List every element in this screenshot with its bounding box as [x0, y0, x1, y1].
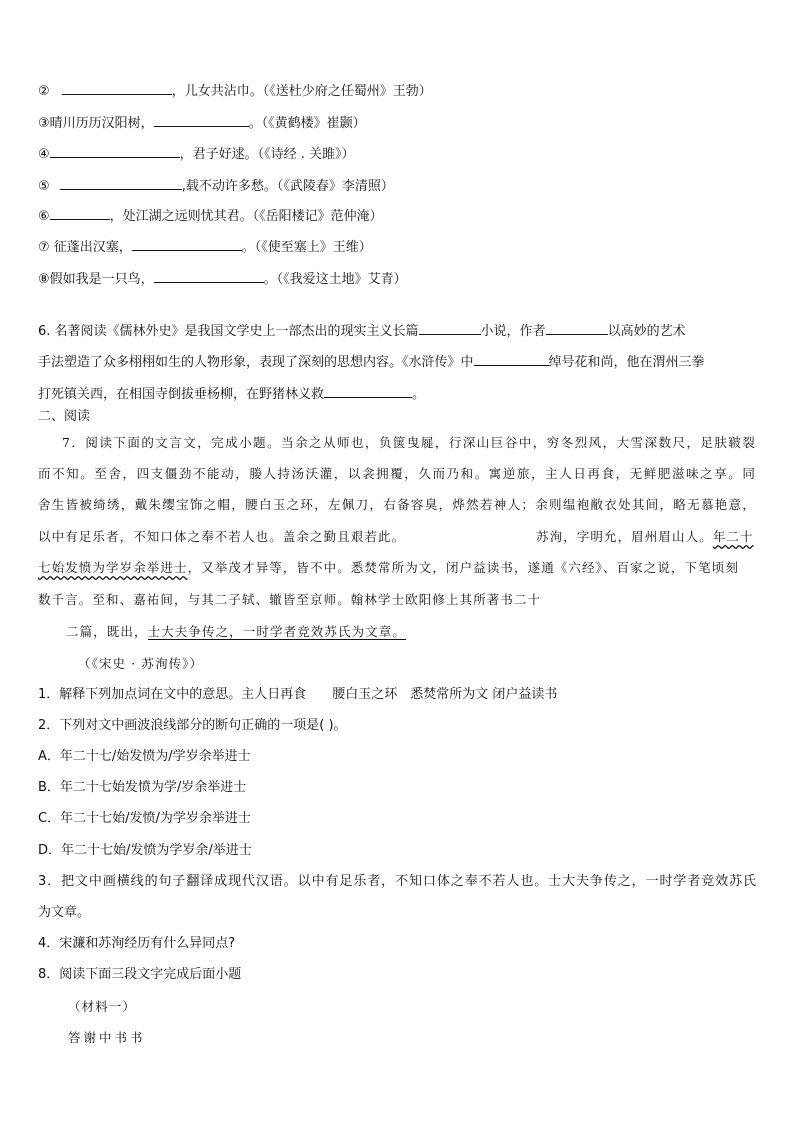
poem-source: 。（《使至塞上》王维） — [241, 240, 372, 255]
poem-number: ⑥ — [38, 209, 50, 224]
answer-blank[interactable] — [419, 321, 481, 335]
question-8: 8．阅读下面三段文字完成后面小题 — [38, 967, 242, 982]
poem-line-7 — [38, 237, 372, 257]
subquestion-2: 2．下列对文中画波浪线部分的断句正确的一项是( )。 — [38, 718, 347, 733]
poem-line-5 — [38, 176, 394, 196]
q6-text: 6. 名著阅读《儒林外史》是我国文学史上一部杰出的现实主义长篇 — [38, 324, 419, 339]
poem-line-8 — [38, 269, 407, 289]
poem-text: ，处江湖之远则忧其君。（《岳阳楼记》范仲淹） — [109, 209, 383, 224]
answer-blank[interactable] — [132, 237, 242, 251]
passage-text: 苏洵，字明允，眉州眉山人。 — [536, 529, 713, 544]
q6-text: 手法塑造了众多栩栩如生的人物形象，表现了深刻的思想内容。《水浒传》中 — [38, 355, 474, 370]
passage-source: （《宋史 · 苏洵传》） — [78, 656, 204, 671]
poem-text: 晴川历历汉阳树， — [49, 116, 154, 131]
poem-text: 假如我是一只鸟， — [49, 272, 154, 287]
answer-blank[interactable] — [324, 384, 412, 398]
option-a[interactable]: A．年二十七/始发愤为/学岁余举进士 — [38, 749, 251, 764]
passage-text: 而不知。至舍，四支僵劲不能动，媵人持汤沃灌，以衾拥覆，久而乃和。寓逆旅，主人日再食，无鲜肥滋味之享。同 — [38, 466, 756, 481]
passage-line — [38, 528, 405, 546]
answer-blank[interactable] — [60, 176, 182, 190]
passage-line — [38, 559, 756, 577]
answer-blank[interactable] — [474, 352, 549, 366]
passage-line — [62, 434, 756, 452]
q6-line-3 — [38, 384, 425, 404]
poem-source: 。（《我爱这土地》艾青） — [263, 272, 407, 287]
answer-blank[interactable] — [50, 206, 110, 220]
answer-blank[interactable] — [50, 144, 180, 158]
q6-text: 。 — [412, 387, 426, 402]
poem-number: ② — [38, 84, 50, 99]
poem-source: 。（《黄鹤楼》崔颢） — [248, 116, 366, 131]
q6-text: 小说，作者 — [480, 324, 546, 339]
poem-line-3 — [38, 113, 366, 133]
subquestion-3 — [38, 873, 756, 891]
poem-number: ④ — [38, 147, 50, 162]
q6-text: 以高妙的艺术 — [607, 324, 686, 339]
passage-line — [66, 623, 406, 641]
subquestion-4: 4．宋濂和苏洵经历有什么异同点? — [38, 936, 236, 951]
passage-text: 数千言。至和、嘉祐间，与其二子轼、辙皆至京师。翰林学士欧阳修上其所著书二十 — [38, 592, 542, 607]
material-title: 答谢中书书 — [68, 1030, 146, 1045]
passage-text: 舍生皆被绮绣，戴朱缨宝饰之帽，腰白玉之环，左佩刀，右备容臭，烨然若神人；余则缊袍敝衣处其间，略无慕艳意， — [38, 497, 756, 512]
passage-text: 以中有足乐者，不知口体之奉不若人也。盖余之勤且艰若此。 — [38, 529, 406, 544]
poem-text: ,载不动许多愁。（《武陵春》李清照） — [181, 179, 394, 194]
poem-text: ，儿女共沾巾。（《送杜少府之任蜀州》王勃） — [171, 84, 432, 99]
subquestion-3-cont: 为文章。 — [38, 905, 91, 920]
q6-text: 打死镇关西，在相国寺倒拔垂杨柳，在野猪林义救 — [38, 387, 325, 402]
underlined-text: 士大夫争传之，一时学者竞效苏氏为文章。 — [147, 624, 407, 639]
section-heading: 二、阅读 — [38, 409, 91, 424]
passage-line — [38, 591, 541, 609]
passage-text: ，又举茂才异等，皆不中。悉焚常所为文，闭户益读书，遂通《六经》、百家之说，下笔顷刻 — [187, 560, 739, 575]
poem-line-2 — [38, 81, 432, 101]
poem-line-4 — [38, 144, 355, 164]
poem-number: ③ — [38, 116, 50, 131]
passage-line — [38, 496, 756, 514]
passage-line — [536, 528, 754, 546]
q6-line-1 — [38, 321, 686, 341]
poem-text: ，君子好逑。（《诗经 . 关雎》） — [179, 147, 355, 162]
option-d[interactable]: D．年二十七始/发愤为学岁余/举进士 — [38, 843, 252, 858]
poem-number: ⑤ — [38, 179, 50, 194]
answer-blank[interactable] — [154, 269, 264, 283]
answer-blank[interactable] — [546, 321, 608, 335]
poem-text: 征蓬出汉塞， — [49, 240, 132, 255]
q6-text: 绰号花和尚，他在渭州三拳 — [548, 355, 705, 370]
answer-blank[interactable] — [62, 81, 172, 95]
passage-text: 二篇，既出， — [66, 624, 148, 639]
option-c[interactable]: C．年二十七始/发愤/为学岁余举进士 — [38, 811, 251, 826]
material-label: （材料一） — [68, 999, 137, 1014]
subquestion-1: 1．解释下列加点词在文中的意思。主人日再食 腰白玉之环 悉焚常所为文 闭户益读书 — [38, 687, 558, 702]
wavy-underlined-text: 七始发愤为学岁余举进士 — [38, 560, 188, 575]
option-b[interactable]: B．年二十七始发愤为学/岁余举进士 — [38, 780, 247, 795]
q6-line-2 — [38, 352, 705, 372]
poem-number: ⑦ — [38, 240, 50, 255]
wavy-underlined-text: 年二十 — [712, 529, 754, 544]
subquestion-text: 3．把文中画横线的句子翻译成现代汉语。以中有足乐者，不知口体之奉不若人也。士大夫争传之，一时学者竞效苏氏 — [38, 874, 756, 889]
poem-line-6 — [38, 206, 383, 226]
passage-line — [38, 465, 756, 483]
passage-text: 7．阅读下面的文言文，完成小题。当余之从师也，负箧曳屣，行深山巨谷中，穷冬烈风，大雪深数尺，足肤皲裂 — [62, 435, 756, 450]
answer-blank[interactable] — [154, 113, 249, 127]
poem-number: ⑧ — [38, 272, 50, 287]
